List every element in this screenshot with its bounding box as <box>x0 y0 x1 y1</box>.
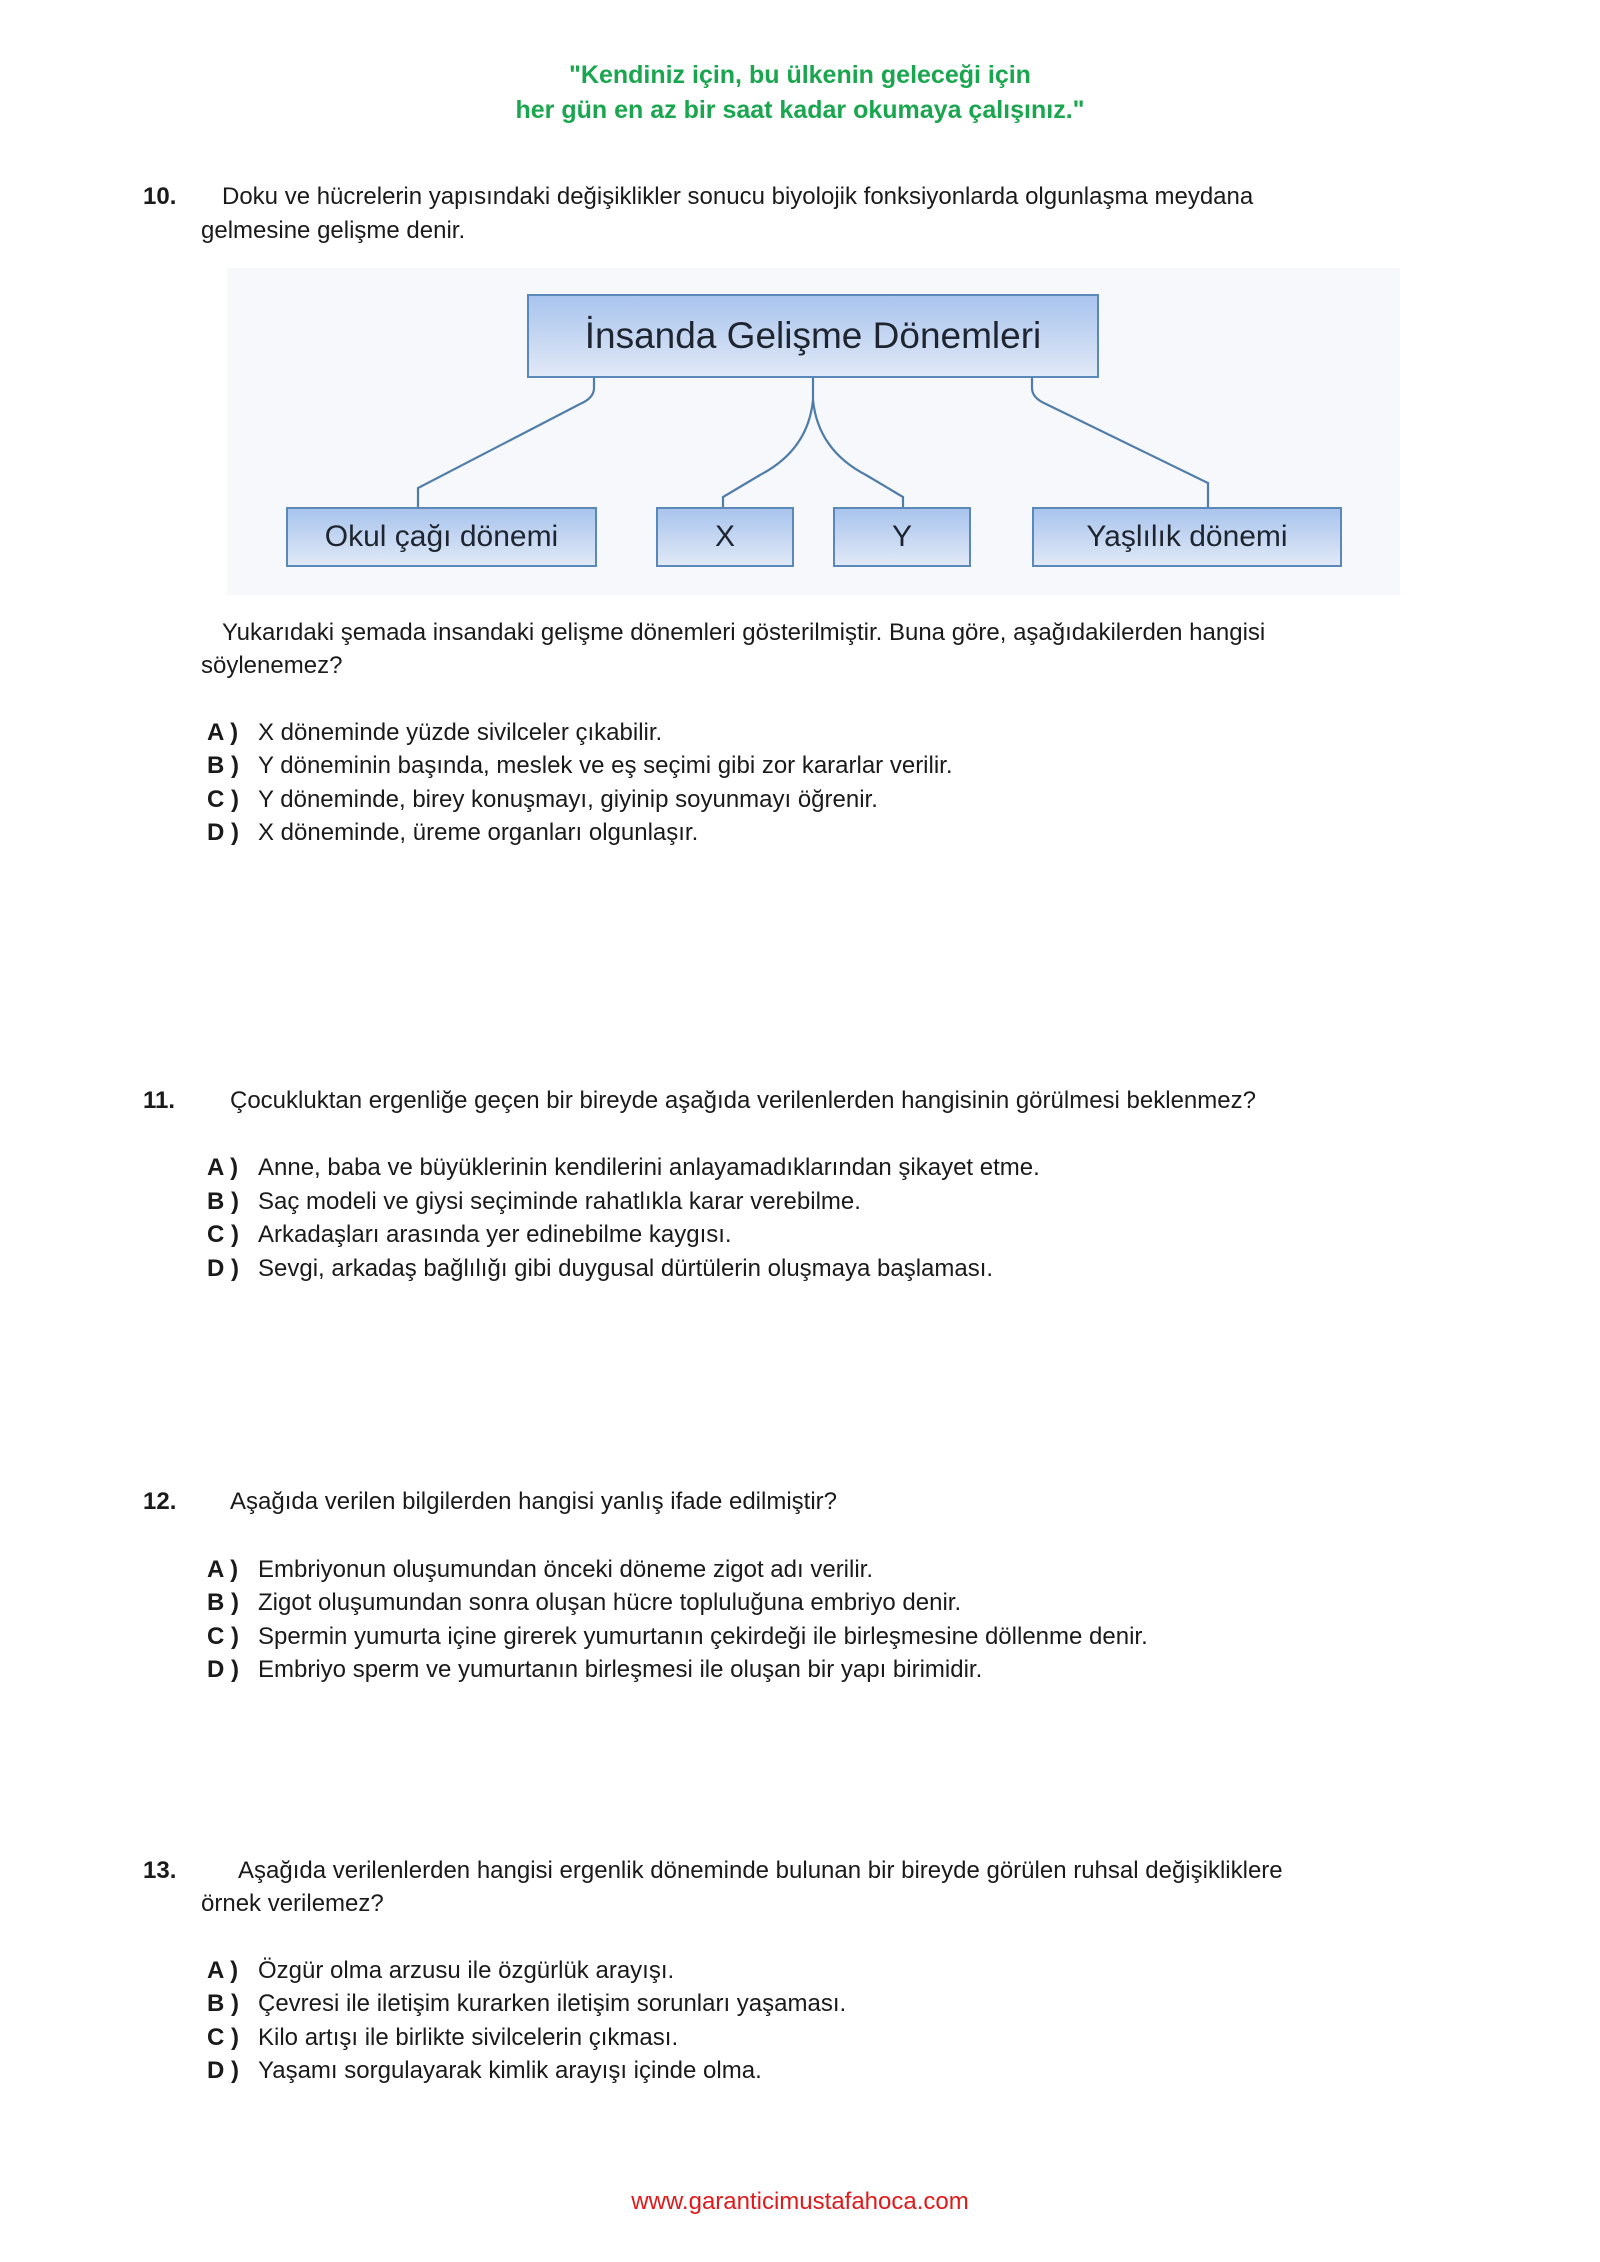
option-b[interactable] <box>207 1187 861 1217</box>
option-text: Sevgi, arkadaş bağlılığı gibi duygusal dürtülerin oluşmaya başlaması. <box>258 1255 994 1282</box>
option-d[interactable] <box>207 1655 982 1685</box>
question-stem-line-2: gelmesine gelişme denir. <box>201 217 466 244</box>
option-text: X döneminde yüzde sivilceler çıkabilir. <box>258 719 663 746</box>
option-text: Arkadaşları arasında yer edinebilme kaygısı. <box>258 1221 732 1248</box>
option-c[interactable] <box>207 785 878 815</box>
option-letter: D ) <box>207 2057 239 2084</box>
option-text: Spermin yumurta içine girerek yumurtanın çekirdeği ile birleşmesine döllenme denir. <box>258 1623 1148 1650</box>
question-number: 12. <box>143 1488 177 1515</box>
motto-line-2: her gün en az bir saat kadar okumaya çalışınız." <box>515 96 1085 124</box>
question-stem-line-1: Çocukluktan ergenliğe geçen bir bireyde aşağıda verilenlerden hangisinin görülmesi beklenmez? <box>230 1087 1256 1114</box>
option-letter: C ) <box>207 1221 239 1248</box>
option-letter: B ) <box>207 1188 239 1215</box>
option-text: X döneminde, üreme organları olgunlaşır. <box>258 819 699 846</box>
option-letter: D ) <box>207 1255 239 1282</box>
option-letter: A ) <box>207 1154 239 1181</box>
question-stem-line-1: Aşağıda verilen bilgilerden hangisi yanlış ifade edilmiştir? <box>230 1488 837 1515</box>
option-letter: C ) <box>207 2024 239 2051</box>
option-letter: B ) <box>207 1589 239 1616</box>
option-d[interactable] <box>207 2056 762 2086</box>
question-prompt-line-2: söylenemez? <box>201 652 343 679</box>
option-c[interactable] <box>207 1622 1148 1652</box>
option-letter: D ) <box>207 1656 239 1683</box>
question-stem-line-1: Doku ve hücrelerin yapısındaki değişiklikler sonucu biyolojik fonksiyonlarda olgunlaşma meydana <box>222 183 1254 210</box>
option-text: Özgür olma arzusu ile özgürlük arayışı. <box>258 1957 675 1984</box>
footer-website-link[interactable]: www.garanticimustafahoca.com <box>631 2188 969 2215</box>
question-stem-line-2: örnek verilemez? <box>201 1890 384 1917</box>
option-d[interactable] <box>207 818 698 848</box>
diagram-title-box: İnsanda Gelişme Dönemleri <box>527 294 1099 378</box>
option-letter: D ) <box>207 819 239 846</box>
question-number: 13. <box>143 1857 177 1884</box>
option-letter: A ) <box>207 1556 239 1583</box>
diagram-node-y: Y <box>833 507 971 567</box>
development-periods-diagram <box>227 268 1400 595</box>
option-a[interactable] <box>207 718 662 748</box>
option-letter: A ) <box>207 719 239 746</box>
option-a[interactable] <box>207 1555 873 1585</box>
question-number: 11. <box>143 1087 176 1114</box>
option-a[interactable] <box>207 1153 1040 1183</box>
option-text: Embriyonun oluşumundan önceki döneme zigot adı verilir. <box>258 1556 874 1583</box>
option-letter: C ) <box>207 786 239 813</box>
motto-line-1: "Kendiniz için, bu ülkenin geleceği için <box>569 61 1031 89</box>
option-b[interactable] <box>207 1588 961 1618</box>
option-text: Y döneminin başında, meslek ve eş seçimi gibi zor kararlar verilir. <box>258 752 953 779</box>
option-letter: B ) <box>207 1990 239 2017</box>
option-d[interactable] <box>207 1254 993 1284</box>
question-number: 10. <box>143 183 177 210</box>
option-b[interactable] <box>207 751 953 781</box>
question-stem-line-1: Aşağıda verilenlerden hangisi ergenlik döneminde bulunan bir bireyde görülen ruhsal değişikliklere <box>238 1857 1283 1884</box>
header-motto <box>0 58 1600 128</box>
diagram-node-x: X <box>656 507 794 567</box>
option-text: Saç modeli ve giysi seçiminde rahatlıkla karar verebilme. <box>258 1188 861 1215</box>
option-text: Embriyo sperm ve yumurtanın birleşmesi ile oluşan bir yapı birimidir. <box>258 1656 983 1683</box>
option-text: Y döneminde, birey konuşmayı, giyinip soyunmayı öğrenir. <box>258 786 878 813</box>
option-letter: A ) <box>207 1957 239 1984</box>
option-letter: C ) <box>207 1623 239 1650</box>
option-text: Çevresi ile iletişim kurarken iletişim sorunları yaşaması. <box>258 1990 847 2017</box>
option-text: Kilo artışı ile birlikte sivilcelerin çıkması. <box>258 2024 679 2051</box>
option-a[interactable] <box>207 1956 674 1986</box>
diagram-node-old-age: Yaşlılık dönemi <box>1032 507 1342 567</box>
option-letter: B ) <box>207 752 239 779</box>
option-text: Anne, baba ve büyüklerinin kendilerini anlayamadıklarından şikayet etme. <box>258 1154 1040 1181</box>
option-text: Zigot oluşumundan sonra oluşan hücre topluluğuna embriyo denir. <box>258 1589 962 1616</box>
option-c[interactable] <box>207 1220 732 1250</box>
question-prompt-line-1: Yukarıdaki şemada insandaki gelişme dönemleri gösterilmiştir. Buna göre, aşağıdakilerden hangisi <box>222 619 1266 646</box>
diagram-node-school-age: Okul çağı dönemi <box>286 507 597 567</box>
option-b[interactable] <box>207 1989 846 2019</box>
option-text: Yaşamı sorgulayarak kimlik arayışı içinde olma. <box>258 2057 762 2084</box>
option-c[interactable] <box>207 2023 678 2053</box>
